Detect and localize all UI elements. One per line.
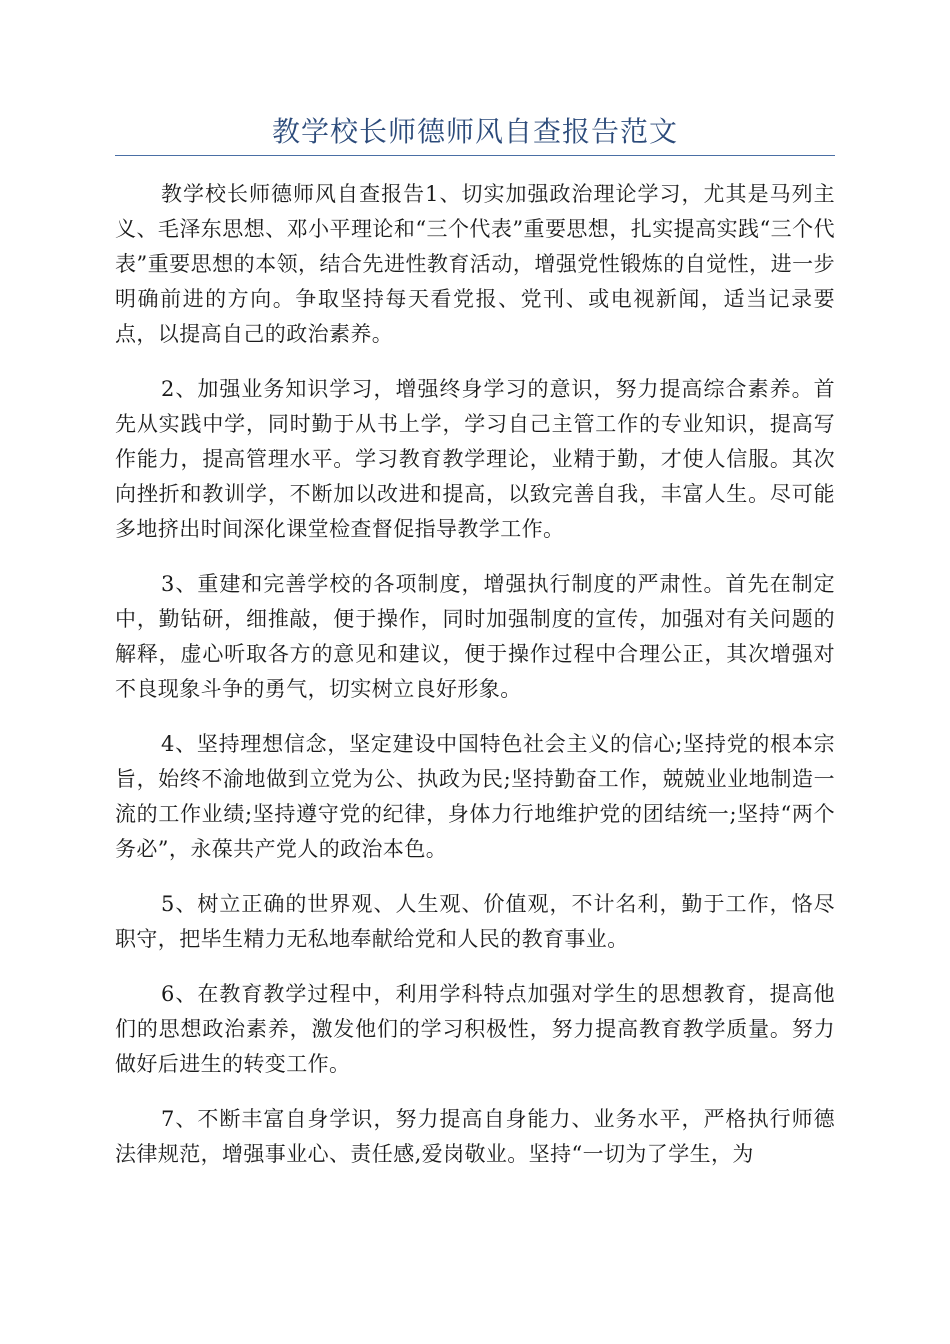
paragraph: 5、树立正确的世界观、人生观、价值观，不计名利，勤于工作，恪尽职守，把毕生精力无私地奉献给党和人民的教育事业。 bbox=[115, 892, 835, 951]
paragraph: 3、重建和完善学校的各项制度，增强执行制度的严肃性。首先在制定中，勤钻研，细推敲，便于操作，同时加强制度的宣传，加强对有关问题的解释，虚心听取各方的意见和建议，便于操作过程中合理公正，其次增强对不良现象斗争的勇气，切实树立良好形象。 bbox=[115, 572, 835, 701]
paragraph: 2、加强业务知识学习，增强终身学习的意识，努力提高综合素养。首先从实践中学，同时勤于从书上学，学习自己主管工作的专业知识，提高写作能力，提高管理水平。学习教育教学理论，业精于勤，才使人信服。其次向挫折和教训学，不断加以改进和提高，以致完善自我，丰富人生。尽可能多地挤出时间深化课堂检查督促指导教学工作。 bbox=[115, 377, 835, 541]
title-underline bbox=[115, 155, 835, 156]
paragraph: 6、在教育教学过程中，利用学科特点加强对学生的思想教育，提高他们的思想政治素养，激发他们的学习积极性，努力提高教育教学质量。努力做好后进生的转变工作。 bbox=[115, 982, 835, 1076]
document-title: 教学校长师德师风自查报告范文 bbox=[271, 115, 678, 148]
document-body bbox=[115, 177, 835, 1192]
paragraph: 教学校长师德师风自查报告1、切实加强政治理论学习，尤其是马列主义、毛泽东思想、邓小平理论和“三个代表”重要思想，扎实提高实践“三个代表”重要思想的本领，结合先进性教育活动，增强党性锻炼的自觉性，进一步明确前进的方向。争取坚持每天看党报、党刊、或电视新闻，适当记录要点，以提高自己的政治素养。 bbox=[115, 182, 835, 346]
paragraph: 7、不断丰富自身学识，努力提高自身能力、业务水平，严格执行师德法律规范，增强事业心、责任感,爱岗敬业。坚持“一切为了学生，为 bbox=[115, 1107, 835, 1166]
paragraph: 4、坚持理想信念，坚定建设中国特色社会主义的信心;坚持党的根本宗旨，始终不渝地做到立党为公、执政为民;坚持勤奋工作，兢兢业业地制造一流的工作业绩;坚持遵守党的纪律，身体力行地维护党的团结统一;坚持“两个务必”，永葆共产党人的政治本色。 bbox=[115, 732, 835, 861]
